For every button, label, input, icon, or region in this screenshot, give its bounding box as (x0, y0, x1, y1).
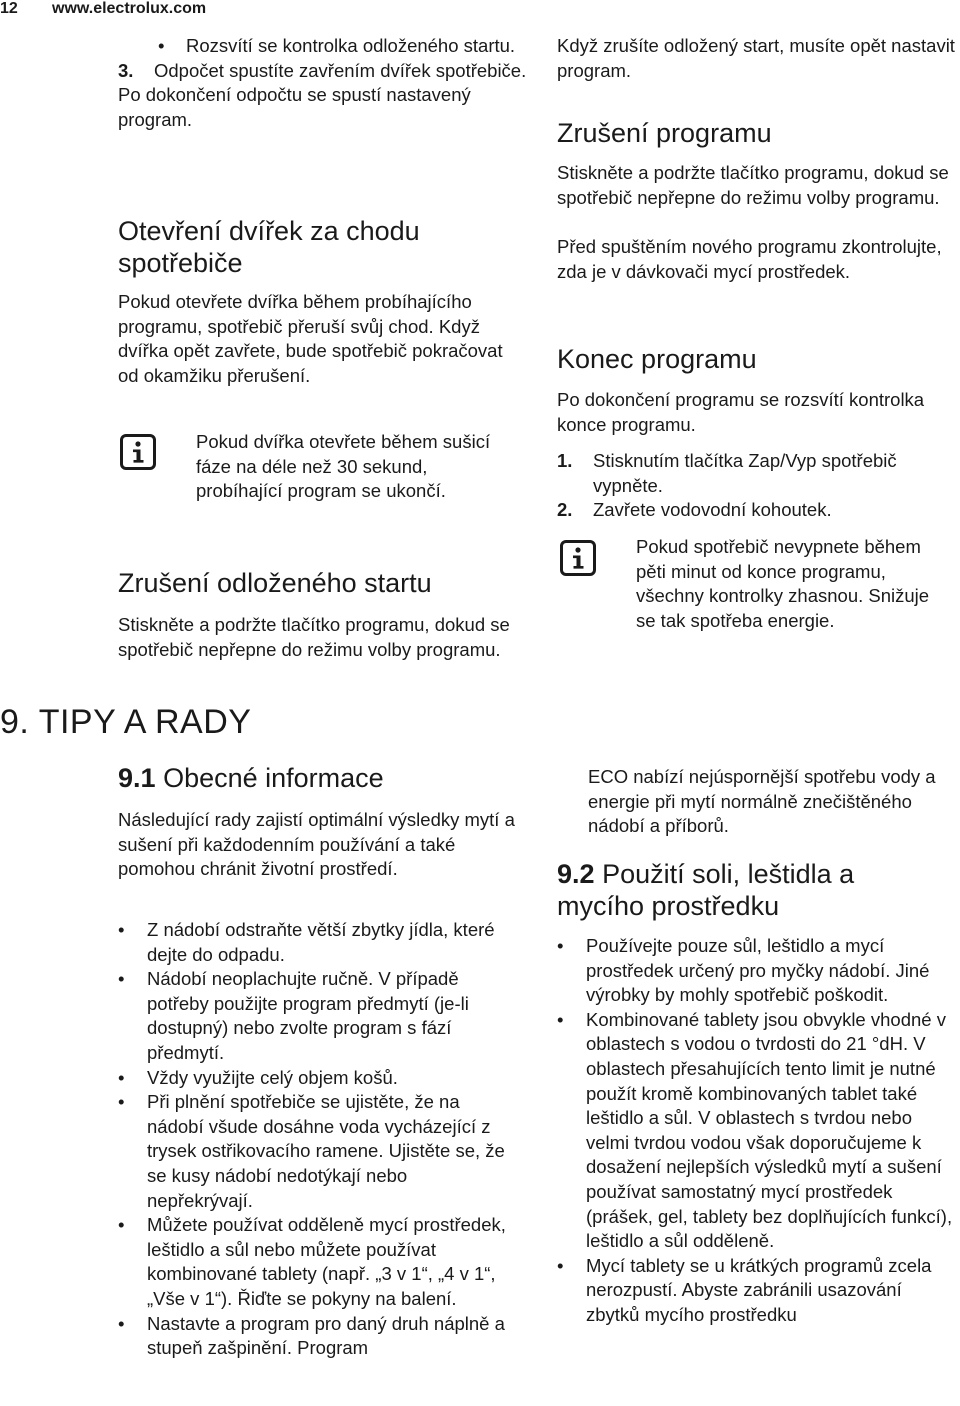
step-number: 2. (557, 499, 573, 521)
paragraph: Stiskněte a podržte tlačítko programu, dokud se spotřebič nepřepne do režimu volby programu. (118, 614, 510, 660)
subsection-heading (557, 858, 947, 922)
list-item: • Můžete používat odděleně mycí prostředek, leštidlo a sůl nebo můžete používat kombinované tablety (např. „3 v 1“, „4 v 1“, „Vše v 1“). Řiďte se pokyny na balení. (118, 1213, 518, 1311)
chapter-heading: 9. TIPY A RADY (0, 703, 252, 741)
section-heading: Zrušení programu (557, 118, 772, 148)
paragraph: Stiskněte a podržte tlačítko programu, dokud se spotřebič nepřepne do režimu volby programu. (557, 162, 949, 208)
delay-steps (118, 34, 528, 132)
paragraph: Následující rady zajistí optimální výsledky mytí a sušení při každodenním používání a také pomohou chránit životní prostředí. (118, 809, 515, 880)
step-text: Stisknutím tlačítka Zap/Vyp spotřebič vypněte. (593, 450, 897, 496)
section-heading: Zrušení odloženého startu (118, 568, 432, 598)
page-number: 12 (0, 0, 18, 17)
step-text: Zavřete vodovodní kohoutek. (593, 499, 832, 521)
paragraph: Pokud otevřete dvířka během probíhajícího programu, spotřebič přeruší svůj chod. Když dvířka opět zavřete, bude spotřebič pokračovat od okamžiku přerušení. (118, 291, 503, 386)
paragraph: Když zrušíte odložený start, musíte opět nastavit program. (557, 35, 955, 81)
section-heading: Otevření dvířek za chodu spotřebiče (118, 216, 420, 278)
list-item: • Mycí tablety se u krátkých programů zcela nerozpustí. Abyste zabránili usazování zbytků mycího prostředku (557, 1254, 957, 1328)
list-item: • Při plnění spotřebiče se ujistěte, že na nádobí všude dosáhne voda vycházející z trysek ostřikovacího ramene. Ujistěte se, že se kusy nádobí nedotýkají nebo nepřekrývají. (118, 1090, 518, 1213)
info-note: Pokud dvířka otevřete během sušicí fáze na déle než 30 sekund, probíhající program se ukončí. (196, 431, 491, 502)
subsection-number: 9.1 (118, 763, 156, 793)
list-item (557, 498, 957, 523)
list-item: • Kombinované tablety jsou obvykle vhodné v oblastech s vodou o tvrdosti do 21 °dH. V oblastech přesahujících tento limit je nutné použít kromě kombinovaných tablet také leštidlo a sůl. V oblastech s tvrdou nebo velmi tvrdou vodou však doporučujeme k dosažení nejlepších výsledků mytí a sušení používat samostatný mycí prostředek (prášek, gel, tablety bez doplňujících funkcí), leštidlo a sůl odděleně. (557, 1008, 957, 1254)
list-item: • Z nádobí odstraňte větší zbytky jídla, které dejte do odpadu. (118, 918, 518, 967)
list-item: • Rozsvítí se kontrolka odloženého startu. (158, 34, 528, 59)
tips-bullet-list (118, 918, 518, 1361)
delay-step-list (118, 59, 528, 84)
section-heading: Konec programu (557, 344, 757, 374)
info-icon (120, 434, 156, 470)
list-item (557, 449, 957, 498)
end-step-list (557, 449, 957, 523)
paragraph: Po dokončení odpočtu se spustí nastavený program. (118, 84, 471, 130)
step-number: 3. (118, 59, 134, 81)
step-text: Odpočet spustíte zavřením dvířek spotřebiče. (154, 59, 527, 81)
salt-bullet-list (557, 934, 957, 1328)
info-icon (560, 540, 596, 576)
delay-bullet-list (118, 34, 528, 59)
website-url: www.electrolux.com (52, 0, 207, 17)
list-item (118, 59, 528, 84)
paragraph: ECO nabízí nejúspornější spotřebu vody a energie při mytí normálně znečištěného nádobí a příborů. (588, 766, 936, 837)
subsection-number: 9.2 (557, 859, 595, 889)
paragraph: Po dokončení programu se rozsvítí kontrolka konce programu. (557, 389, 925, 435)
info-note: Pokud spotřebič nevypnete během pěti minut od konce programu, všechny kontrolky zhasnou. Snižuje se tak spotřeba energie. (636, 536, 930, 631)
paragraph: Před spuštěním nového programu zkontrolujte, zda je v dávkovači mycí prostředek. (557, 236, 942, 282)
subsection-title: Obecné informace (163, 763, 384, 793)
list-item: • Nádobí neoplachujte ručně. V případě potřeby použijte program předmytí (je-li dostupný) nebo zvolte program s fází předmytí. (118, 967, 518, 1065)
step-number: 1. (557, 450, 573, 471)
list-item: • Používejte pouze sůl, leštidlo a mycí prostředek určený pro myčky nádobí. Jiné výrobky by mohly spotřebič poškodit. (557, 934, 957, 1008)
subsection-heading (118, 762, 538, 794)
list-item: • Nastavte a program pro daný druh náplně a stupeň zašpinění. Program (118, 1312, 518, 1361)
subsection-title: Použití soli, leštidla a mycího prostředku (557, 859, 855, 921)
list-item: • Vždy využijte celý objem košů. (118, 1066, 518, 1091)
